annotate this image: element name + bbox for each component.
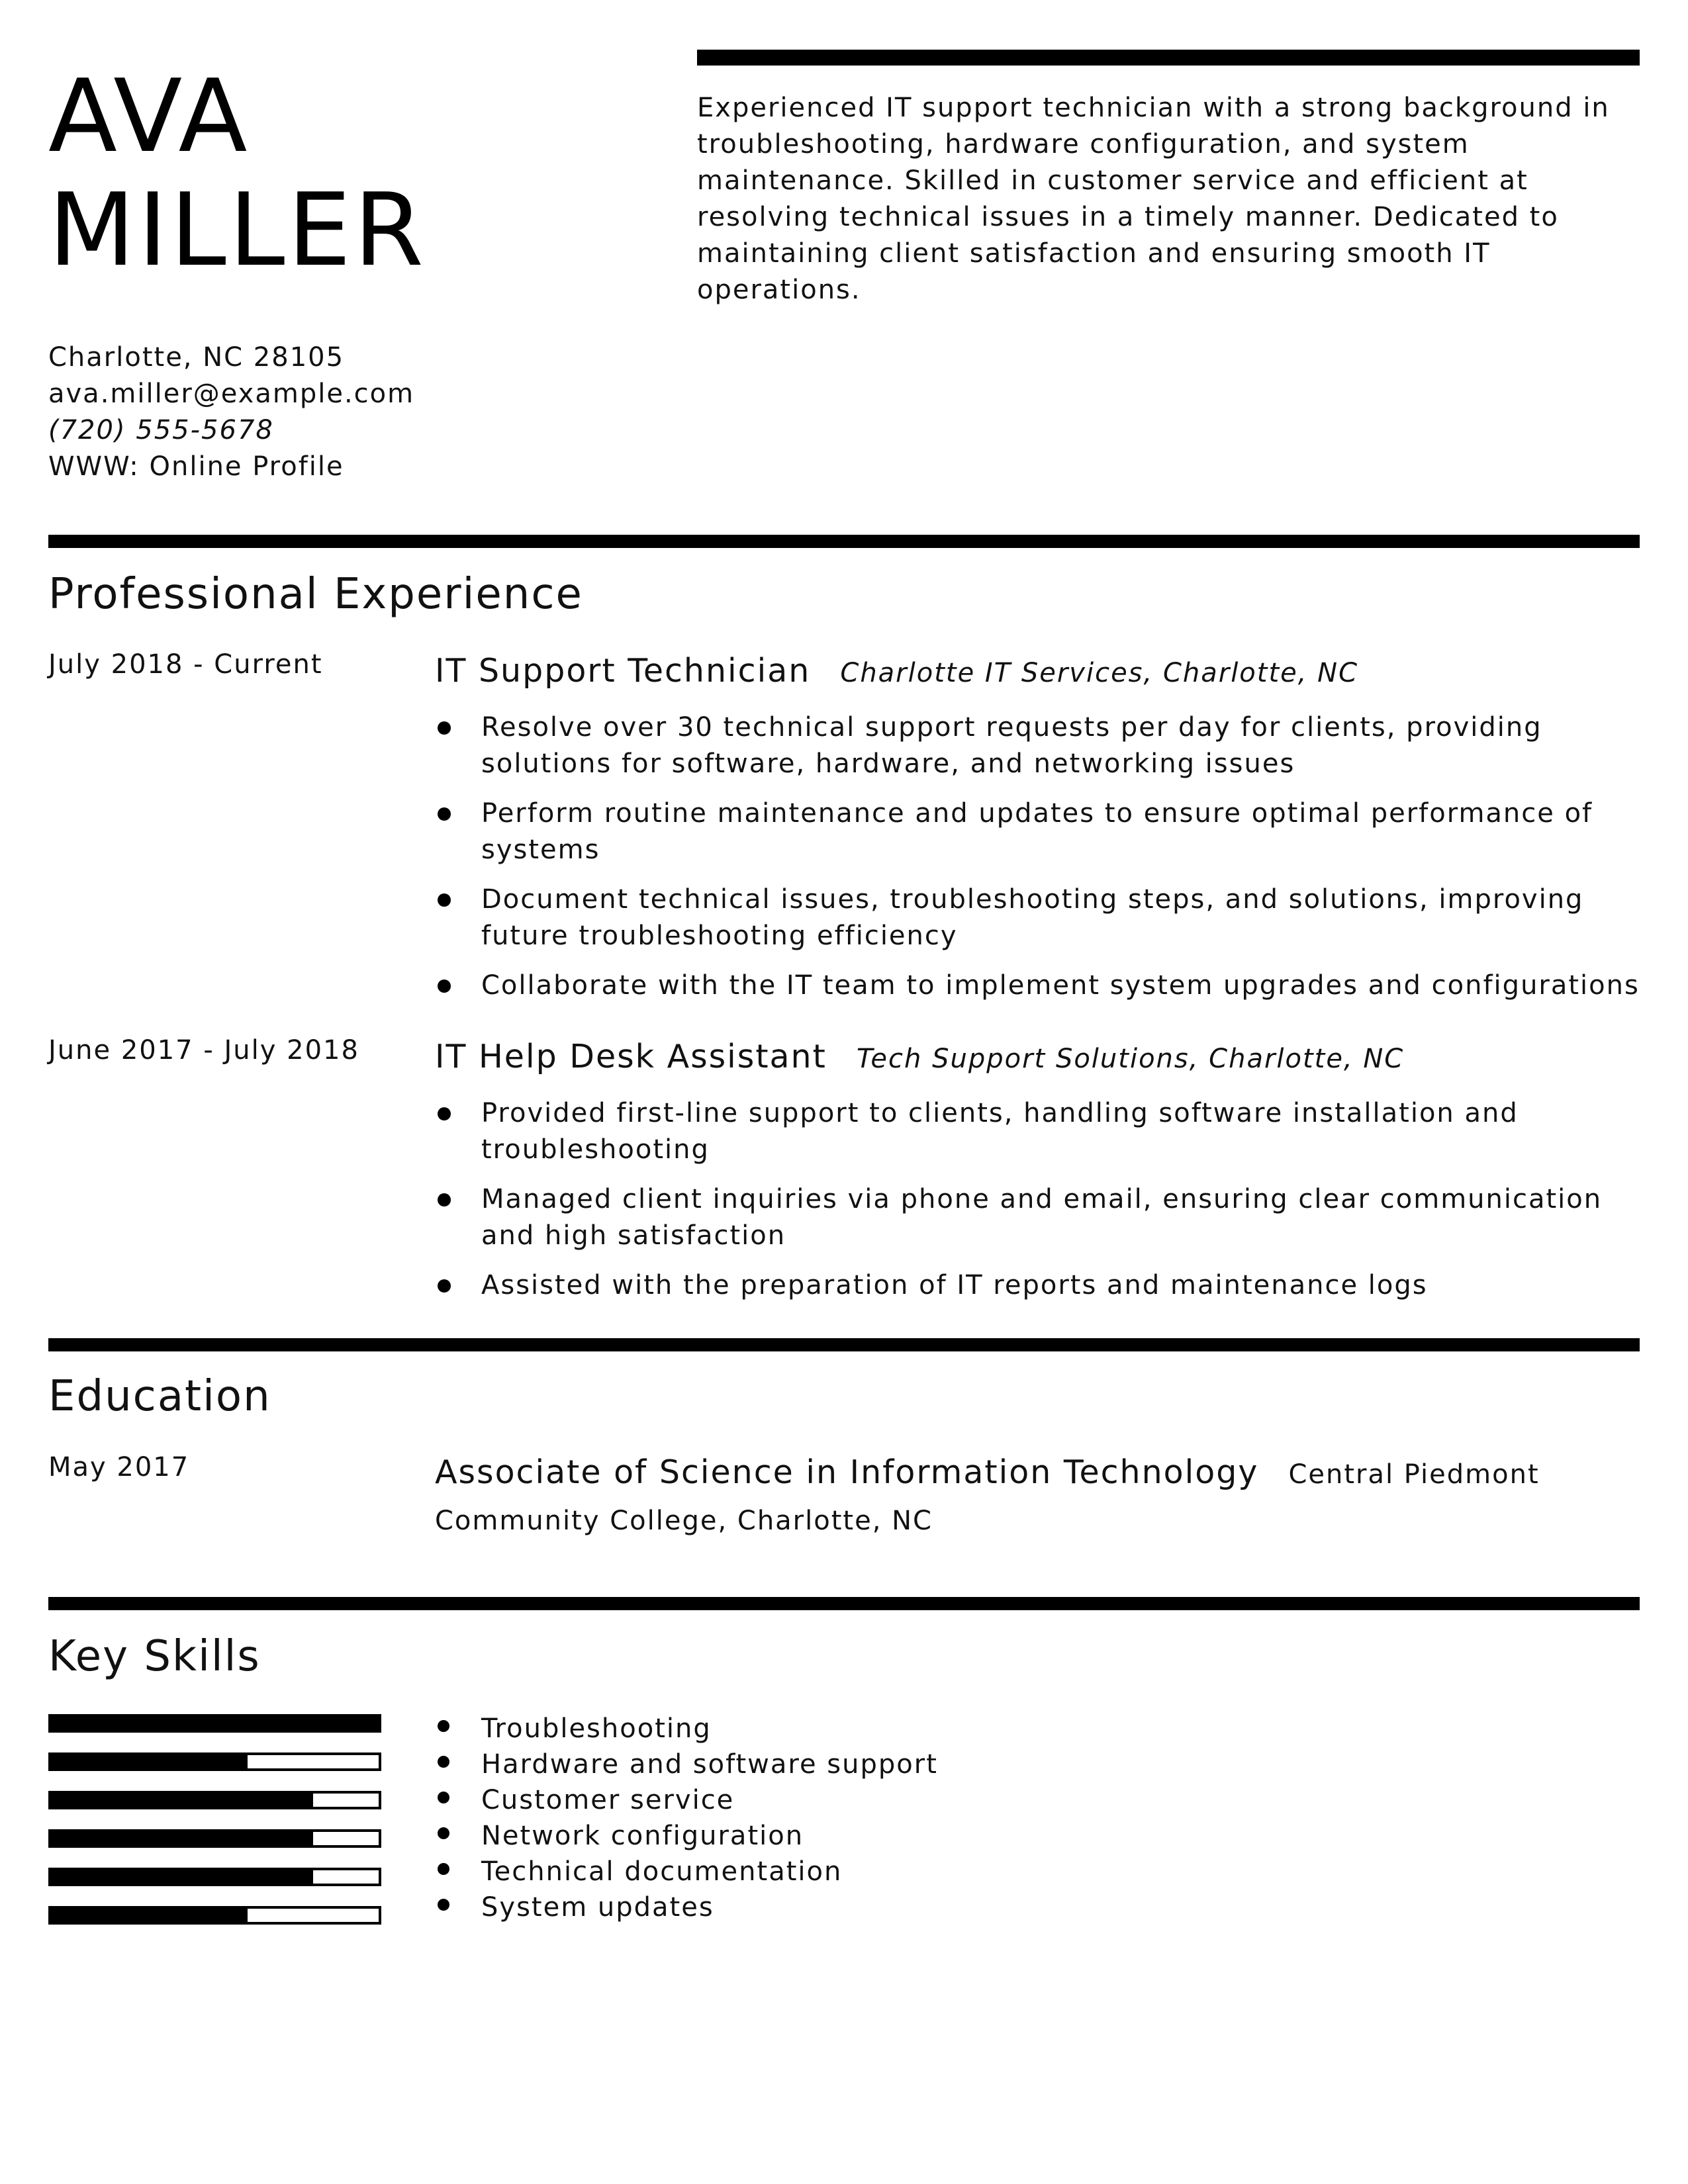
list-item [435, 1711, 938, 1747]
list-item [435, 1095, 1646, 1168]
education-title: Education [48, 1372, 271, 1421]
contact-address: Charlotte, NC 28105 [48, 342, 345, 373]
skill-bars [48, 1714, 381, 1944]
bullet-text: Assisted with the preparation of IT reports and maintenance logs [481, 1270, 1428, 1300]
job-2-company: Tech Support Solutions, Charlotte, NC [856, 1044, 1405, 1074]
bullet-text: Resolve over 30 technical support requests per day for clients, providing solutions for software, hardware, and networking issues [481, 712, 1542, 779]
skill-bar-fill [51, 1832, 313, 1845]
list-item [435, 1782, 938, 1818]
skill-name: Hardware and software support [481, 1749, 938, 1780]
skill-bar [48, 1906, 381, 1925]
skill-name: System updates [481, 1892, 714, 1923]
header-rule [697, 50, 1640, 66]
job-2-heading [435, 1036, 1404, 1079]
list-item [435, 1181, 1646, 1254]
skill-bar-fill [51, 1909, 248, 1922]
list-item [435, 882, 1646, 954]
contact-website[interactable]: WWW: Online Profile [48, 451, 344, 482]
skill-bar [48, 1791, 381, 1809]
candidate-name [48, 60, 426, 287]
education-rule [48, 1338, 1640, 1351]
list-item [435, 709, 1646, 782]
skill-bar [48, 1714, 381, 1733]
skill-bar [48, 1752, 381, 1771]
skills-title: Key Skills [48, 1632, 261, 1681]
last-name: MILLER [48, 171, 426, 289]
bullet-icon [438, 1193, 451, 1206]
bullet-icon [438, 721, 451, 735]
list-item [435, 968, 1646, 1004]
bullet-icon [438, 1107, 451, 1120]
bullet-icon [438, 1720, 449, 1732]
degree-title: Associate of Science in Information Technology [435, 1453, 1259, 1491]
skill-bar-fill [51, 1755, 248, 1768]
job-1-dates: July 2018 - Current [48, 649, 323, 680]
bullet-text: Managed client inquiries via phone and email, ensuring clear communication and high satisfaction [481, 1184, 1603, 1251]
bullet-icon [438, 979, 451, 993]
list-item [435, 1747, 938, 1782]
skill-bar [48, 1829, 381, 1848]
bullet-icon [438, 1279, 451, 1293]
list-item [435, 1889, 938, 1925]
job-2-bullets [435, 1095, 1646, 1317]
skill-list [435, 1711, 938, 1925]
degree-school: Central Piedmont Community College, Charlotte, NC [435, 1459, 1540, 1536]
education-date: May 2017 [48, 1452, 190, 1482]
bullet-icon [438, 1827, 449, 1839]
skill-bar [48, 1868, 381, 1886]
bullet-text: Provided first-line support to clients, handling software installation and troubleshooting [481, 1098, 1519, 1165]
first-name: AVA [48, 58, 250, 175]
bullet-text: Perform routine maintenance and updates to ensure optimal performance of systems [481, 798, 1593, 865]
bullet-icon [438, 1863, 449, 1875]
job-2-title: IT Help Desk Assistant [435, 1038, 827, 1075]
bullet-text: Document technical issues, troubleshooting steps, and solutions, improving future troubleshooting efficiency [481, 884, 1584, 951]
list-item [435, 796, 1646, 868]
job-1-heading [435, 651, 1358, 694]
skill-name: Customer service [481, 1785, 735, 1815]
skill-bar-fill [51, 1794, 313, 1807]
experience-title: Professional Experience [48, 570, 583, 619]
bullet-icon [438, 1899, 449, 1911]
experience-rule [48, 535, 1640, 548]
list-item [435, 1818, 938, 1854]
contact-info [48, 340, 414, 485]
bullet-icon [438, 1792, 449, 1803]
skill-name: Network configuration [481, 1821, 804, 1851]
skill-bar-fill [51, 1870, 313, 1884]
education-degree [435, 1449, 1613, 1544]
professional-summary: Experienced IT support technician with a strong background in troubleshooting, hardware configuration, and system maintenance. Skilled in customer service and efficient at resolving technical issues in a timely manner. Dedicated to maintaining client satisfaction and ensuring smooth IT operations. [697, 93, 1610, 305]
job-2-dates: June 2017 - July 2018 [48, 1035, 359, 1066]
job-1-company: Charlotte IT Services, Charlotte, NC [840, 658, 1359, 688]
skill-name: Technical documentation [481, 1856, 843, 1887]
list-item [435, 1854, 938, 1889]
bullet-icon [438, 1756, 449, 1768]
contact-email[interactable]: ava.miller@example.com [48, 379, 415, 409]
job-1-title: IT Support Technician [435, 652, 811, 690]
bullet-icon [438, 807, 451, 821]
skill-name: Troubleshooting [481, 1713, 712, 1744]
bullet-text: Collaborate with the IT team to implement system upgrades and configurations [481, 970, 1640, 1001]
skills-rule [48, 1597, 1640, 1610]
contact-phone[interactable]: (720) 555-5678 [48, 415, 274, 445]
list-item [435, 1267, 1646, 1304]
job-1-bullets [435, 709, 1646, 1017]
skill-bar-fill [51, 1717, 379, 1730]
bullet-icon [438, 893, 451, 907]
